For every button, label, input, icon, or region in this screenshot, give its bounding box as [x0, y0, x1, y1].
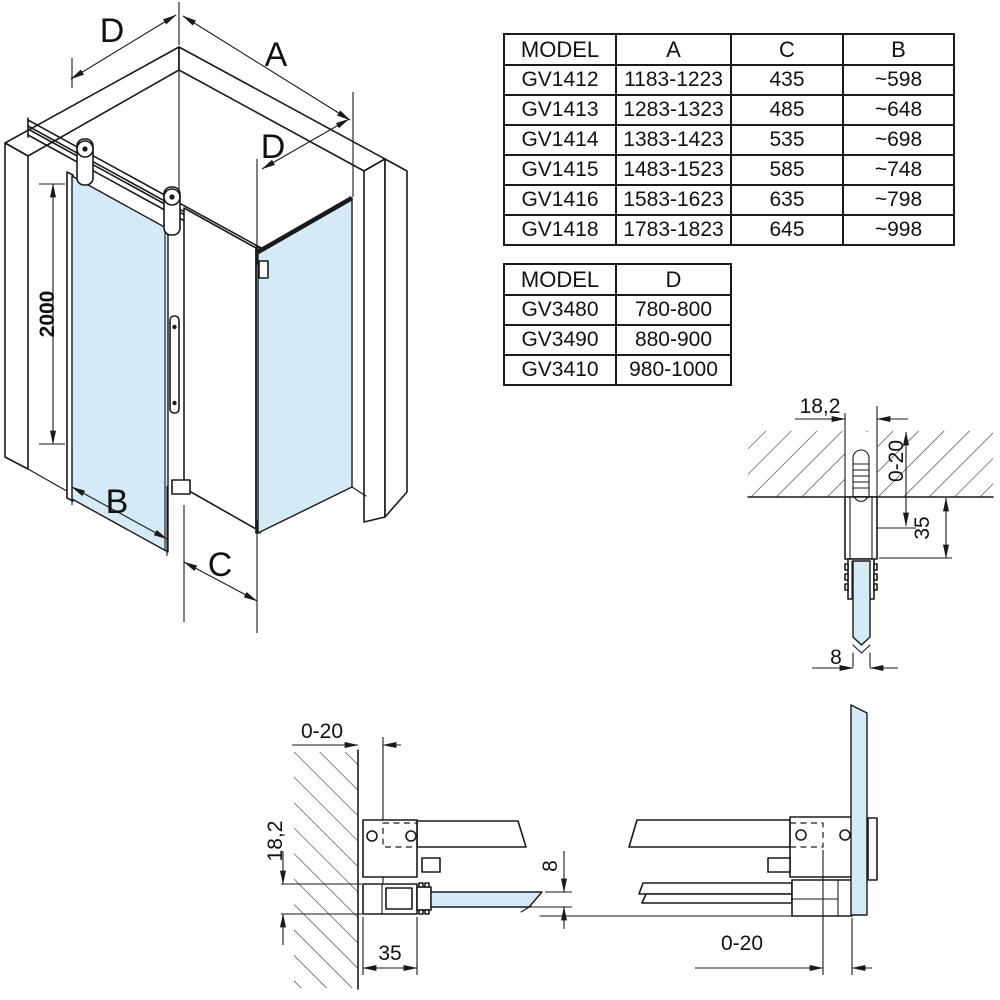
cell: GV1415: [504, 155, 616, 185]
floor-guide: [172, 480, 190, 494]
cell: GV1418: [504, 215, 616, 245]
glass-clamp: [868, 818, 877, 880]
cell: GV1412: [504, 65, 616, 95]
cell: 1183-1223: [616, 65, 731, 95]
dim-label-d-side: D: [260, 128, 286, 166]
table-header-row: [504, 34, 954, 65]
cell: ~798: [843, 185, 954, 215]
detail-wall-section: [748, 395, 993, 669]
table-row: [504, 185, 954, 215]
dim-adjust-range: 0-20: [720, 932, 764, 955]
table-row: [504, 155, 954, 185]
table-row: [504, 325, 731, 355]
cell: 1483-1523: [616, 155, 731, 185]
table-header-row: [504, 264, 731, 295]
dim-label-c: C: [207, 546, 233, 584]
dim-adjust-range: 0-20: [885, 439, 908, 483]
dim-label-d-left: D: [99, 12, 125, 50]
col-header: B: [843, 34, 954, 65]
spec-table: [503, 33, 955, 246]
cell: ~598: [843, 65, 954, 95]
fixed-panel: [184, 208, 256, 529]
cell: 980-1000: [616, 355, 731, 385]
cell: GV3410: [504, 355, 616, 385]
detail-wall-plan: [264, 720, 572, 989]
dim-label-b: B: [105, 483, 129, 521]
floor-channel: [363, 883, 431, 914]
dim-label-height: 2000: [36, 290, 59, 338]
col-header: C: [731, 34, 843, 65]
cell: 1283-1323: [616, 95, 731, 125]
glass-section: [853, 561, 870, 645]
wall-bracket: [363, 820, 526, 877]
cell: 435: [731, 65, 843, 95]
cell: 1783-1823: [616, 215, 731, 245]
dim-adjust-range: 0-20: [300, 720, 344, 743]
table-row: [504, 295, 731, 325]
cell: GV3490: [504, 325, 616, 355]
cell: GV1414: [504, 125, 616, 155]
table-row: [504, 95, 954, 125]
table-row: [504, 125, 954, 155]
detail-panel-plan: [540, 705, 877, 975]
cell: GV1413: [504, 95, 616, 125]
cell: GV1416: [504, 185, 616, 215]
cell: 1383-1423: [616, 125, 731, 155]
door-handle: [170, 316, 179, 413]
col-header: MODEL: [504, 34, 616, 65]
table-row: [504, 215, 954, 245]
cell: 635: [731, 185, 843, 215]
panel-bracket: [629, 817, 852, 877]
cell: ~998: [843, 215, 954, 245]
dim-profile-width: 18,2: [799, 395, 841, 418]
cell: 780-800: [616, 295, 731, 325]
cell: 585: [731, 155, 843, 185]
roller-carriage-right: [164, 187, 180, 235]
dim-label-a: A: [264, 36, 288, 74]
dim-glass-thickness: 8: [539, 860, 562, 872]
roller-carriage-left: [77, 139, 93, 185]
cell: ~648: [843, 95, 954, 125]
cell: 535: [731, 125, 843, 155]
isometric-enclosure-view: [5, 2, 407, 633]
cell: GV3480: [504, 295, 616, 325]
col-header: MODEL: [504, 264, 616, 295]
cell: 880-900: [616, 325, 731, 355]
col-header: D: [616, 264, 731, 295]
cell: 1583-1623: [616, 185, 731, 215]
cell: ~698: [843, 125, 954, 155]
dim-profile-width: 35: [378, 942, 402, 965]
fixed-glass-section: [851, 705, 867, 915]
side-panel-table: [503, 263, 732, 386]
table-row: [504, 355, 731, 385]
dim-profile-height: 35: [911, 516, 934, 540]
dim-glass-thickness: 8: [830, 646, 842, 669]
glass-section: [431, 892, 542, 907]
cell: 645: [731, 215, 843, 245]
cell: 485: [731, 95, 843, 125]
side-panel-glass: [258, 198, 352, 533]
cell: ~748: [843, 155, 954, 185]
dim-recess-depth: 18,2: [264, 820, 287, 862]
floor-channel: [639, 880, 852, 916]
table-row: [504, 65, 954, 95]
wall-hatch: [294, 752, 358, 988]
col-header: A: [616, 34, 731, 65]
panel-connector: [259, 261, 268, 278]
